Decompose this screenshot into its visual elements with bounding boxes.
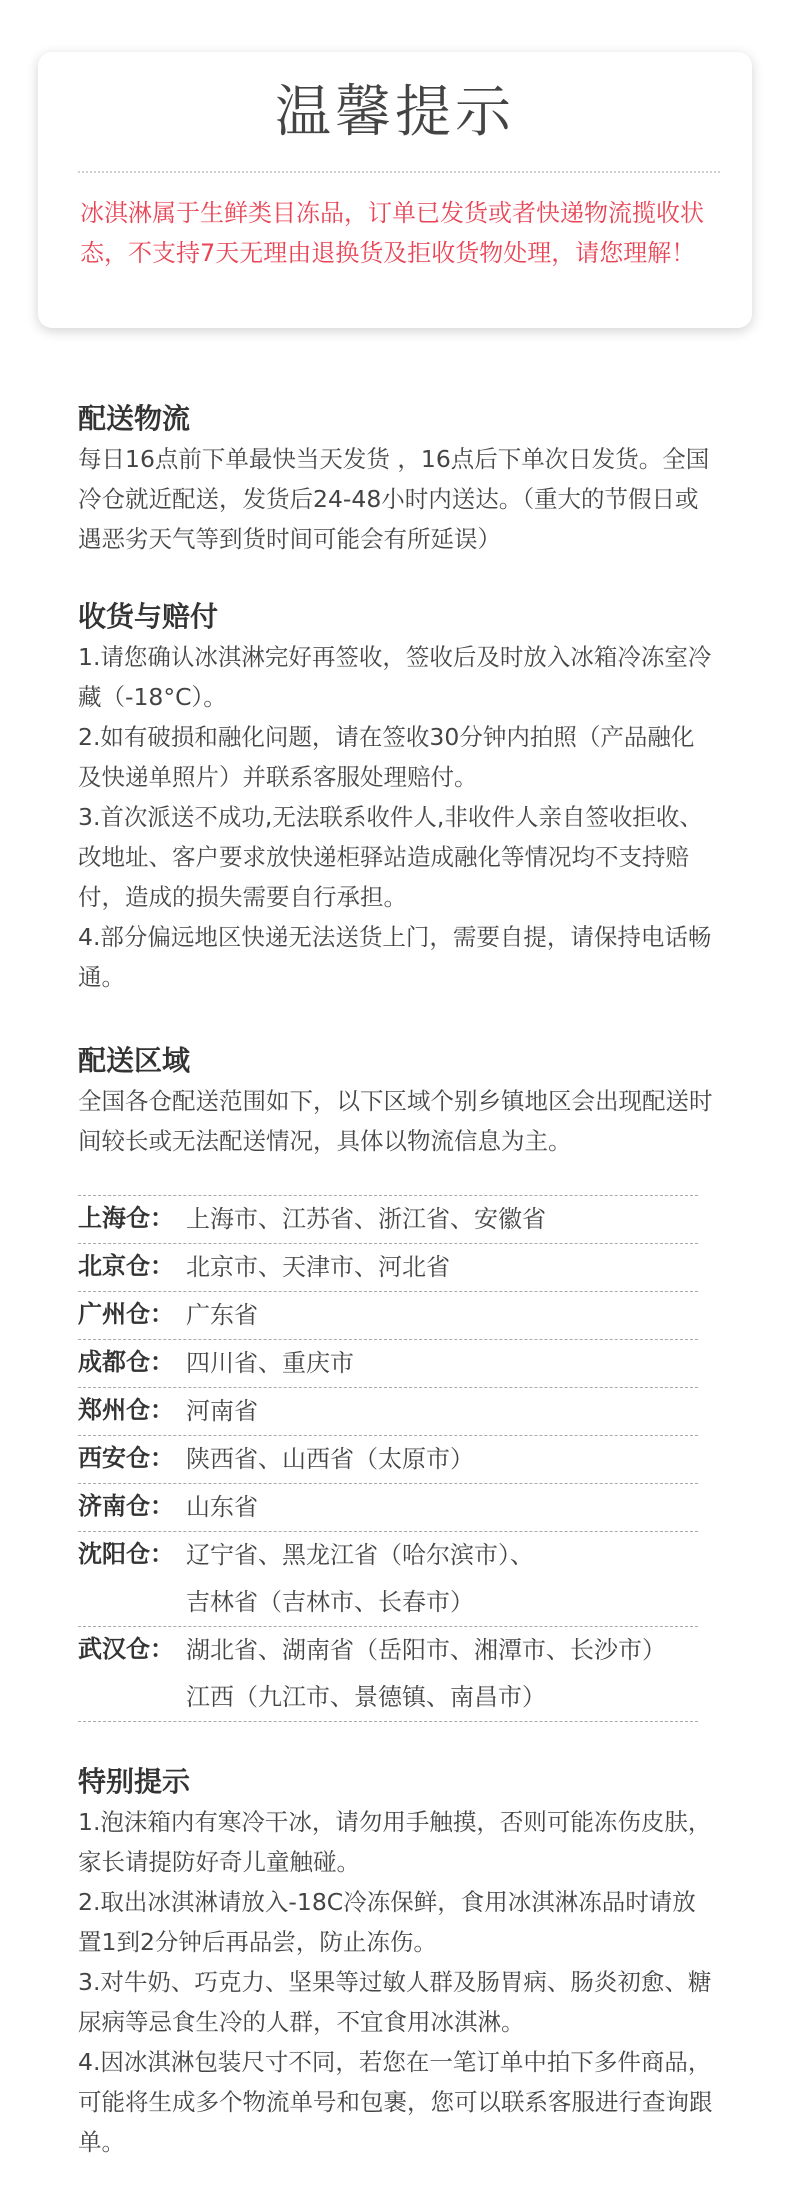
- section-paragraph: 3.对牛奶、巧克力、坚果等过敏人群及肠胃病、肠炎初愈、糖尿病等忌食生冷的人群，不宜食用冰淇淋。: [78, 1968, 712, 2036]
- region-row: [78, 1484, 698, 1532]
- section-area: [78, 1041, 714, 1161]
- section-paragraph: 每日16点前下单最快当天发货 ，16点后下单次日发货。全国冷仓就近配送，发货后24-48小时内送达。（重大的节假日或遇恶劣天气等到货时间可能会有所延误）: [78, 445, 710, 553]
- section-paragraph: 1.请您确认冰淇淋完好再签收，签收后及时放入冰箱冷冻室冷藏（-18°C）。: [78, 643, 712, 711]
- region-row: [78, 1532, 698, 1627]
- region-name: 沈阳仓：: [78, 1540, 174, 1568]
- section-heading: 特别提示: [78, 1765, 191, 1798]
- region-row: [78, 1388, 698, 1436]
- notice-card: [38, 52, 752, 328]
- region-name: 郑州仓：: [78, 1396, 174, 1424]
- region-areas: 山东省: [186, 1493, 258, 1521]
- region-areas: 河南省: [186, 1397, 258, 1425]
- region-name: 广州仓：: [78, 1300, 174, 1328]
- region-areas: 北京市、天津市、河北省: [186, 1253, 450, 1281]
- region-areas: 辽宁省、黑龙江省（哈尔滨市）、 吉林省（吉林市、长春市）: [186, 1541, 534, 1616]
- section-paragraph: 2.取出冰淇淋请放入-18C冷冻保鲜，食用冰淇淋冻品时请放置1到2分钟后再品尝，防止冻伤。: [78, 1888, 696, 1956]
- region-name: 武汉仓：: [78, 1635, 174, 1663]
- section-special: [78, 1762, 714, 2162]
- notice-text: 冰淇淋属于生鲜类目冻品，订单已发货或者快递物流揽收状态，不支持7天无理由退换货及拒收货物处理，请您理解！: [80, 199, 704, 267]
- region-name: 北京仓：: [78, 1252, 174, 1280]
- section-heading: 配送区域: [78, 1044, 191, 1077]
- notice-title: 温馨提示: [275, 80, 515, 145]
- region-areas: 陕西省、山西省（太原市）: [186, 1445, 474, 1473]
- region-areas: 广东省: [186, 1301, 258, 1329]
- region-name: 上海仓：: [78, 1204, 174, 1232]
- section-paragraph: 4.部分偏远地区快递无法送货上门，需要自提，请保持电话畅通。: [78, 923, 712, 991]
- region-name: 成都仓：: [78, 1348, 174, 1376]
- region-name: 济南仓：: [78, 1492, 174, 1520]
- region-areas: 上海市、江苏省、浙江省、安徽省: [186, 1205, 546, 1233]
- region-row: [78, 1292, 698, 1340]
- region-row: [78, 1436, 698, 1484]
- section-paragraph: 4.因冰淇淋包装尺寸不同，若您在一笔订单中拍下多件商品，可能将生成多个物流单号和包裹，您可以联系客服进行查询跟单。: [78, 2048, 713, 2156]
- section-paragraph: 1.泡沫箱内有寒冷干冰，请勿用手触摸，否则可能冻伤皮肤，家长请提防好奇儿童触碰。: [78, 1808, 712, 1876]
- region-areas: 湖北省、湖南省（岳阳市、湘潭市、长沙市） 江西（九江市、景德镇、南昌市）: [186, 1636, 666, 1711]
- section-heading: 收货与赔付: [78, 600, 219, 633]
- section-delivery: [78, 399, 714, 559]
- region-name: 西安仓：: [78, 1444, 174, 1472]
- region-row: [78, 1627, 698, 1722]
- region-row: [78, 1244, 698, 1292]
- region-table: [78, 1195, 698, 1722]
- region-row: [78, 1196, 698, 1244]
- section-receipt: [78, 597, 714, 997]
- region-areas: 四川省、重庆市: [186, 1349, 354, 1377]
- section-paragraph: 2.如有破损和融化问题，请在签收30分钟内拍照（产品融化及快递单照片）并联系客服处理赔付。: [78, 723, 695, 791]
- region-row: [78, 1340, 698, 1388]
- section-heading: 配送物流: [78, 402, 191, 435]
- section-paragraph: 3.首次派送不成功,无法联系收件人,非收件人亲自签收拒收、改地址、客户要求放快递柜驿站造成融化等情况均不支持赔付，造成的损失需要自行承担。: [78, 803, 703, 911]
- notice-divider: [78, 171, 720, 173]
- section-paragraph: 全国各仓配送范围如下，以下区域个别乡镇地区会出现配送时间较长或无法配送情况，具体以物流信息为主。: [78, 1087, 713, 1155]
